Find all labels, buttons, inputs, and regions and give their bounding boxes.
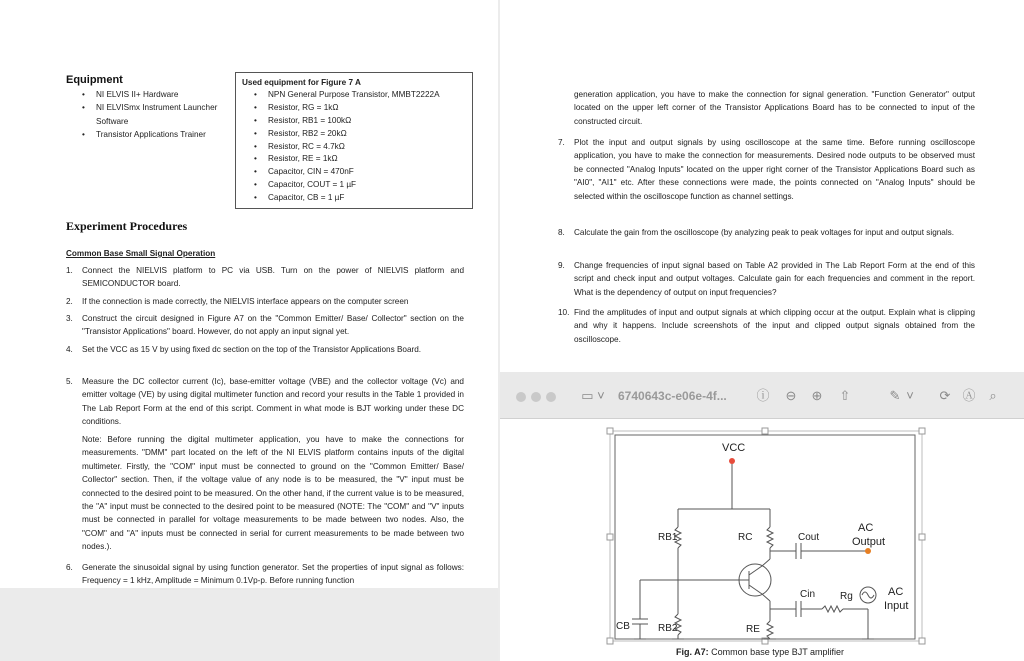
ac-input-label-2: Input <box>884 600 909 612</box>
chevron-down-icon[interactable]: ˅ <box>906 388 914 403</box>
list-item: • Capacitor, COUT = 1 µF <box>254 179 466 192</box>
ac-output-label-1: AC <box>858 522 874 534</box>
cb-label: CB <box>616 621 630 632</box>
equipment-heading: Equipment <box>66 74 123 86</box>
sidebar-toggle-icon[interactable]: ▭ ˅ <box>581 388 605 403</box>
circuit-diagram <box>500 419 1024 661</box>
window-toolbar <box>500 372 1024 419</box>
resize-handle <box>607 638 613 644</box>
procedure-step: 1. Connect the NIELVIS platform to PC via USB. Turn on the power of NIELVIS platform and SEMICONDUCTOR board. <box>66 266 464 289</box>
list-item: • Capacitor, CB = 1 µF <box>254 192 466 205</box>
list-item: • Resistor, RB2 = 20kΩ <box>254 128 466 141</box>
vcc-label: VCC <box>722 442 746 454</box>
list-item: • NI ELVIS II+ Hardware <box>82 88 232 101</box>
resize-handle <box>762 428 768 434</box>
ac-input-label-1: AC <box>888 586 904 598</box>
output-node <box>865 548 871 554</box>
resize-handle <box>607 428 613 434</box>
rg-resistor <box>822 606 843 612</box>
procedure-step: 2. If the connection is made correctly, the NIELVIS interface appears on the computer screen <box>66 297 409 306</box>
procedure-step: 5. Measure the DC collector current (Ic), base-emitter voltage (VBE) and the collector voltage (Vc) and emitter voltage (VE) by using digital multimeter function and record your results in the Table 1 provided in The Lab Report Form at the end of this script. Comment in what mode is BJT working under these DC conditions. <box>66 377 464 427</box>
list-item: • Transistor Applications Trainer <box>82 128 232 141</box>
procedure-step: 10. Find the amplitudes of input and output signals at which clipping occur at the output. Explain what is clipping and why it happens. Include screenshots of the input and clipped output signals obtained from the oscilloscope. <box>558 308 975 344</box>
section-heading: Common Base Small Signal Operation <box>66 249 216 258</box>
preview-window <box>500 372 1024 661</box>
resize-handle <box>919 638 925 644</box>
search-icon[interactable]: ⌕ <box>989 388 997 403</box>
step-6-continued: generation application, you have to make the connection for signal generation. "Function Generator" output located on the upper left corner of the Transistor Applications Board has to be connected to input of the constructed circuit. <box>574 90 975 126</box>
used-equipment-box <box>235 72 473 209</box>
used-equipment-heading: Used equipment for Figure 7 A <box>242 78 361 87</box>
resize-handle <box>919 534 925 540</box>
re-label: RE <box>746 624 760 635</box>
list-item: • Resistor, RG = 1kΩ <box>254 102 466 115</box>
resize-handle <box>919 428 925 434</box>
cin-label: Cin <box>800 589 816 600</box>
share-icon[interactable]: ⇧ <box>839 388 851 403</box>
rc-resistor <box>767 527 773 548</box>
procedure-step: 8. Calculate the gain from the oscilloscope (by analyzing peak to peak voltages for input and output signals. <box>558 228 955 237</box>
list-item: • NPN General Purpose Transistor, MMBT2222A <box>254 89 466 102</box>
list-item: • Resistor, RC = 4.7kΩ <box>254 141 466 154</box>
figure-caption: Fig. A7: Common base type BJT amplifier <box>676 647 845 657</box>
rc-label: RC <box>738 532 753 543</box>
zoom-out-icon[interactable]: ⊖ <box>785 388 797 403</box>
re-resistor <box>767 621 773 639</box>
markup-icon[interactable]: Ⓐ <box>962 388 976 403</box>
document-title[interactable]: 6740643c-e06e-4f... <box>618 389 727 403</box>
highlight-pen-icon[interactable]: ✎ <box>889 388 901 403</box>
ac-output-label-2: Output <box>852 536 886 548</box>
close-window-button[interactable] <box>516 392 526 402</box>
zoom-in-icon[interactable]: ⊕ <box>811 388 823 403</box>
rg-label: Rg <box>840 591 853 602</box>
procedure-step: 9. Change frequencies of input signal based on Table A2 provided in The Lab Report Form at the end of this script and check input and output voltages. Calculate gain for each frequencies and comment in the report. What is the dependency of output on input frequencies? <box>558 261 975 297</box>
procedure-step: 6. Generate the sinusoidal signal by using function generator. Set the properties of input signal as follows: Frequency = 1 kHz, Amplitude = Minimum 0.1Vp-p. Before running function <box>66 563 464 586</box>
info-icon[interactable]: ⓘ <box>756 388 770 403</box>
equipment-list <box>82 88 232 142</box>
list-item: • Capacitor, CIN = 470nF <box>254 166 466 179</box>
list-item: • Resistor, RE = 1kΩ <box>254 153 466 166</box>
procedure-step: 4. Set the VCC as 15 V by using fixed dc section on the top of the Transistor Applications Board. <box>66 345 422 354</box>
preview-canvas <box>500 419 1024 661</box>
vcc-node <box>729 458 735 464</box>
list-item: • Resistor, RB1 = 100kΩ <box>254 115 466 128</box>
rb1-label: RB1 <box>658 532 678 543</box>
page-gap <box>0 588 498 661</box>
right-document-page <box>500 0 1024 372</box>
zoom-window-button[interactable] <box>546 392 556 402</box>
resize-handle <box>607 534 613 540</box>
list-item: • NI ELVISmx Instrument Launcher Software <box>82 101 232 128</box>
left-document-page <box>0 0 498 588</box>
procedures-heading: Experiment Procedures <box>66 219 188 233</box>
minimize-window-button[interactable] <box>531 392 541 402</box>
procedure-note: Note: Before running the digital multimeter application, you have to make the connections for measurements. "DMM" part located on the left of the NI ELVIS platform contains inputs of the digital multimeter. Firstly, the "COM" input must be connected to ground on the "Common Emitter/ Base/ Collector" section. Then, if the voltage value of any node is to be measured, the "V" input must be connected to the desired point to be measured. On the other hand, if the current value is to be measured, the "A" input must be connected to the desired point to be measured (NOTE: The "COM" and "V" inputs must be connected in parallel for voltage measurements to be made between two nodes. Also, the "COM" and "A" inputs must be connected in serial for current measurements to be made between two nodes.). <box>82 435 464 552</box>
cout-label: Cout <box>798 532 820 543</box>
rotate-icon[interactable]: ⟳ <box>939 388 951 403</box>
rb2-label: RB2 <box>658 623 678 634</box>
procedure-step: 7. Plot the input and output signals by using oscilloscope at the same time. Before running oscilloscope application, you have to make the connection for measurements. Desired node outputs to be observed must be connected "Analog Inputs" located on the upper right corner of the Transistor Applications Board such as "AI0", "AI1" etc. After these connections were made, the points connected on "Analog Inputs" should be selected within the oscilloscope function as channel settings. <box>558 138 975 201</box>
procedure-step: 3. Construct the circuit designed in Figure A7 on the "Common Emitter/ Base/ Collector" section on the "Transistor Applications" board. However, do not apply an input signal yet. <box>66 314 464 337</box>
